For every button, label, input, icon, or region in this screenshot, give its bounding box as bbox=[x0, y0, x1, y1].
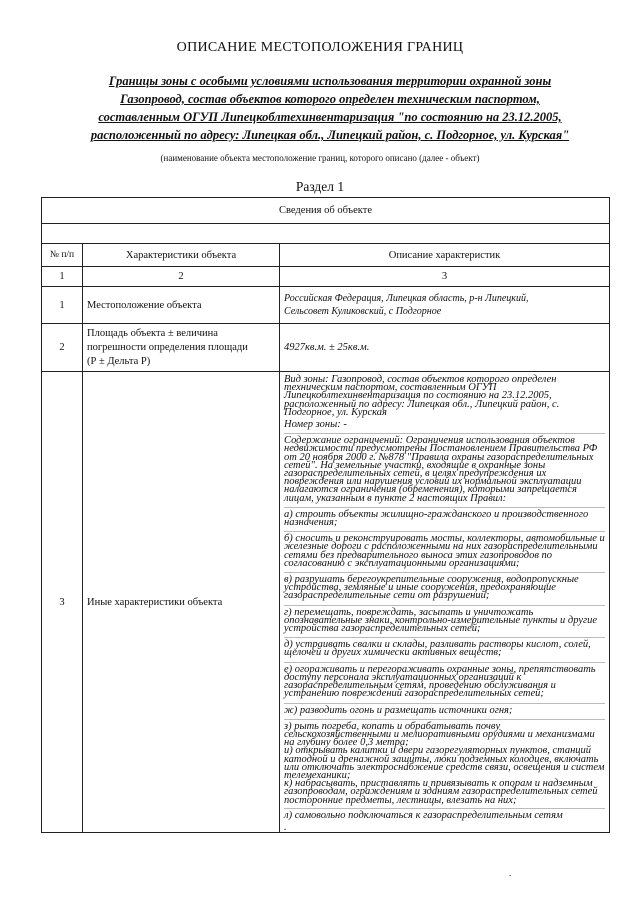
table-heading: Сведения об объекте bbox=[42, 198, 610, 224]
header-description: Описание характеристик bbox=[280, 244, 610, 267]
characteristic-paragraph: Номер зоны: - bbox=[284, 419, 347, 431]
row-value bbox=[280, 287, 610, 324]
characteristic-paragraph: г) перемещать, повреждать, засыпать и уничтожать опознавательные знаки, контрольно-измерительные пункты и другие устройства газораспределительных сетей; bbox=[284, 606, 597, 635]
subject-line: Границы зоны с особыми условиями использования территории охранной зоны bbox=[108, 74, 552, 88]
row-name: Местоположение объекта bbox=[83, 287, 280, 324]
separator bbox=[284, 719, 605, 720]
characteristic-paragraph: Содержание ограничений: Ограничения использования объектов недвижимости предусмотрены Постановлением Правительства РФ от 20 ноября 2000 г. №878 "Правила охраны газораспределительных сетей". На земельные участки, входящие в охранные зоны газораспределительных сетей, в целях предупреждения их повреждения или нарушения условий их нормальной эксплуатации налагаются ограничения (обременения), которыми запрещается лицам, указанным в пункте 2 настоящих Правил: bbox=[284, 435, 598, 504]
subject-line: Газопровод, состав объектов которого определен техническим паспортом, bbox=[120, 92, 540, 106]
name-line: (Р ± Дельта Р) bbox=[87, 355, 151, 367]
value-line: Сельсовет Куликовский, с Подгорное bbox=[284, 306, 442, 317]
name-line: Площадь объекта ± величина bbox=[87, 327, 218, 339]
column-number: 3 bbox=[280, 267, 610, 287]
value-line: Российская Федерация, Липецкая область, р-н Липецкий, bbox=[284, 293, 529, 304]
characteristic-paragraph: а) строить объекты жилищно-гражданского и производственного назначения; bbox=[284, 508, 589, 529]
separator bbox=[284, 703, 605, 704]
row-number: 1 bbox=[42, 287, 83, 324]
table-spacer-row bbox=[42, 224, 610, 244]
characteristic-paragraph: ж) разводить огонь и размещать источники огня; bbox=[284, 704, 513, 716]
characteristic-paragraph: л) самовольно подключаться к газораспределительным сетям bbox=[284, 809, 563, 821]
row-name bbox=[83, 324, 280, 372]
row-number: 2 bbox=[42, 324, 83, 372]
separator bbox=[284, 808, 605, 809]
characteristic-paragraph: к) набрасывать, приставлять и привязывать к опорам и надземным газопроводам, ограждениям и зданиям газораспределительных сетей посторонние предметы, лестницы, влезать на них; bbox=[284, 778, 598, 806]
separator bbox=[284, 507, 605, 508]
separator bbox=[284, 637, 605, 638]
column-number: 2 bbox=[83, 267, 280, 287]
column-number: 1 bbox=[42, 267, 83, 287]
header-characteristics: Характеристики объекта bbox=[83, 244, 280, 267]
separator bbox=[284, 433, 605, 434]
characteristic-paragraph: Вид зоны: Газопровод, состав объектов которого определен техническим паспортом, составленным ОГУП Липецкоблтехинвентаризация по состоянию на 23.12.2005, расположенный по адресу: Липецкая обл., Липецкий район, с. Подгорное, ул. Курская bbox=[284, 374, 560, 418]
row-value: 4927кв.м. ± 25кв.м. bbox=[280, 324, 610, 372]
separator bbox=[284, 605, 605, 606]
separator bbox=[284, 572, 605, 573]
row-number: 3 bbox=[42, 372, 83, 833]
section-title: Раздел 1 bbox=[295, 179, 345, 194]
end-mark: . bbox=[509, 868, 512, 878]
header-num: № п/п bbox=[42, 244, 83, 267]
object-subject bbox=[60, 72, 600, 144]
characteristic-paragraph: в) разрушать берегоукрепительные сооружения, водопропускные устройства, земляные и иные сооружения, предохраняющие газораспределительные сети от разрушений; bbox=[284, 574, 579, 602]
characteristic-paragraph: е) огораживать и перегораживать охранные зоны, препятствовать доступу персонала эксплуатационных организаций к газораспределительным сетям, проведению обслуживания и устранению повреждений газораспределительных сетей; bbox=[284, 663, 596, 700]
row-name: Иные характеристики объекта bbox=[83, 372, 280, 833]
other-characteristics bbox=[280, 372, 610, 833]
characteristic-paragraph: б) сносить и реконструировать мосты, коллекторы, автомобильные и железные дороги с расположенными на них газораспределительными сетями без предварительного выноса этих газопроводов по согласованию с эксплуатационными организациями; bbox=[284, 533, 605, 569]
separator bbox=[284, 662, 605, 663]
object-info-table bbox=[41, 197, 610, 833]
characteristic-paragraph: з) рыть погреба, копать и обрабатывать почву сельскохозяйственными и мелиоративными орудиями и механизмами на глубину более 0,3 метра; bbox=[284, 720, 595, 749]
object-caption: (наименование объекта местоположение границ, которого описано (далее - объект) bbox=[160, 153, 480, 163]
document-title: ОПИСАНИЕ МЕСТОПОЛОЖЕНИЯ ГРАНИЦ bbox=[176, 40, 464, 55]
name-line: погрешности определения площади bbox=[87, 341, 248, 353]
characteristic-paragraph: . bbox=[284, 821, 287, 833]
subject-line: составленным ОГУП Липецкоблтехинвентаризация "по состоянию на 23.12.2005, bbox=[98, 110, 562, 124]
characteristic-paragraph: и) открывать калитки и двери газорегуляторных пунктов, станций катодной и дренажной защиты, люки подземных колодцев, включать или отключать электроснабжение средств связи, освещения и систем телемеханики; bbox=[284, 745, 605, 781]
separator bbox=[284, 531, 605, 532]
characteristic-paragraph: д) устраивать свалки и склады, разливать растворы кислот, солей, щелочей и других химически активных веществ; bbox=[284, 639, 591, 659]
subject-line: расположенный по адресу: Липецкая обл., Липецкий район, с. Подгорное, ул. Курская" bbox=[90, 128, 570, 142]
